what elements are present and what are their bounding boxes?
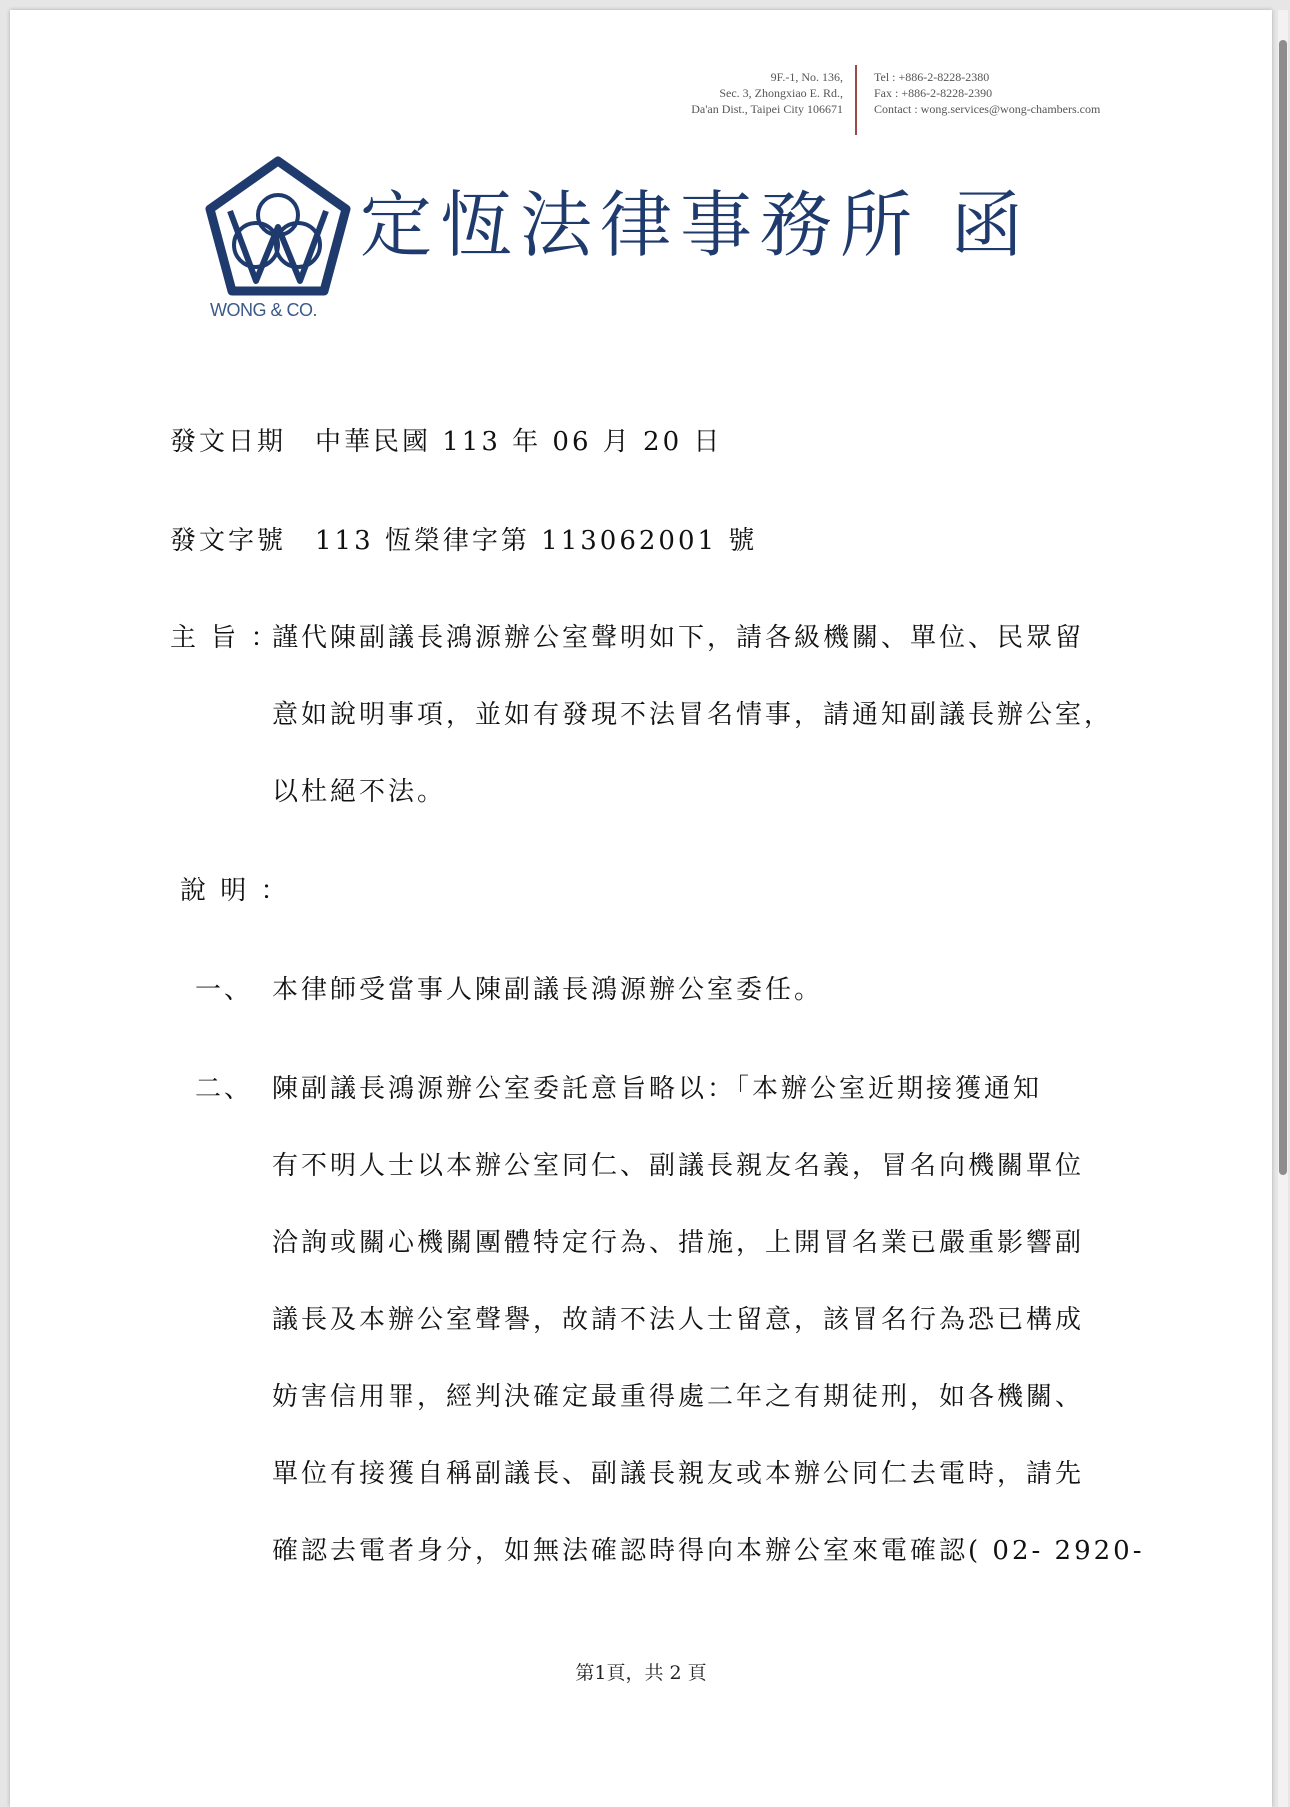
tel-line: Tel : +886-2-8228-2380 <box>874 70 990 84</box>
letterhead-divider <box>855 65 857 135</box>
item-text: 單位有接獲自稱副議長、副議長親友或本辦公同仁去電時，請先 <box>272 1459 1085 1489</box>
address-line: Sec. 3, Zhongxiao E. Rd., <box>719 86 843 100</box>
item-number: 一、 <box>195 975 254 1005</box>
address-line: Da'an Dist., Taipei City 106671 <box>691 102 843 116</box>
explanation-label: 說 明 ： <box>180 876 290 906</box>
item-text: 陳副議長鴻源辦公室委託意旨略以：「本辦公室近期接獲通知 <box>272 1074 1043 1104</box>
item-text: 有不明人士以本辦公室同仁、副議長親友名義，冒名向機關單位 <box>272 1151 1085 1181</box>
email-line: Contact : wong.services@wong-chambers.com <box>874 102 1101 116</box>
issue-date: 發文日期 中華民國 113 年 06 月 20 日 <box>170 427 723 457</box>
item-text: 本律師受當事人陳副議長鴻源辦公室委任。 <box>272 975 824 1005</box>
item-text: 確認去電者身分，如無法確認時得向本辦公室來電確認( 02- 2920- <box>272 1536 1145 1566</box>
firm-address <box>691 69 843 117</box>
subject-line: 意如說明事項，並如有發現不法冒名情事，請通知副議長辦公室， <box>272 700 1114 730</box>
reference-number: 發文字號 113 恆榮律字第 113062001 號 <box>170 526 758 556</box>
address-line: 9F.-1, No. 136, <box>770 70 843 84</box>
firm-contact <box>874 69 1100 117</box>
item-text: 洽詢或關心機關團體特定行為、措施，上開冒名業已嚴重影響副 <box>272 1228 1085 1258</box>
fax-line: Fax : +886-2-8228-2390 <box>874 86 993 100</box>
item-number: 二、 <box>195 1074 254 1104</box>
page-number: 第1頁，共 2 頁 <box>575 1662 707 1684</box>
item-text: 議長及本辦公室聲譽，故請不法人士留意，該冒名行為恐已構成 <box>272 1305 1085 1335</box>
logo-wordmark: WONG & CO. <box>210 300 317 320</box>
subject-line: 以杜絕不法。 <box>272 777 447 807</box>
vertical-scrollbar[interactable] <box>1278 10 1288 1807</box>
subject-line: 謹代陳副議長鴻源辦公室聲明如下，請各級機關、單位、民眾留 <box>272 623 1085 653</box>
subject-label: 主 旨 ： <box>170 623 280 653</box>
firm-logo-icon <box>198 153 358 303</box>
document-page <box>10 10 1272 1807</box>
scrollbar-thumb[interactable] <box>1279 40 1287 1175</box>
item-text: 妨害信用罪，經判決確定最重得處二年之有期徒刑，如各機關、 <box>272 1382 1085 1412</box>
firm-title: 定恆法律事務所 函 <box>360 183 1031 267</box>
